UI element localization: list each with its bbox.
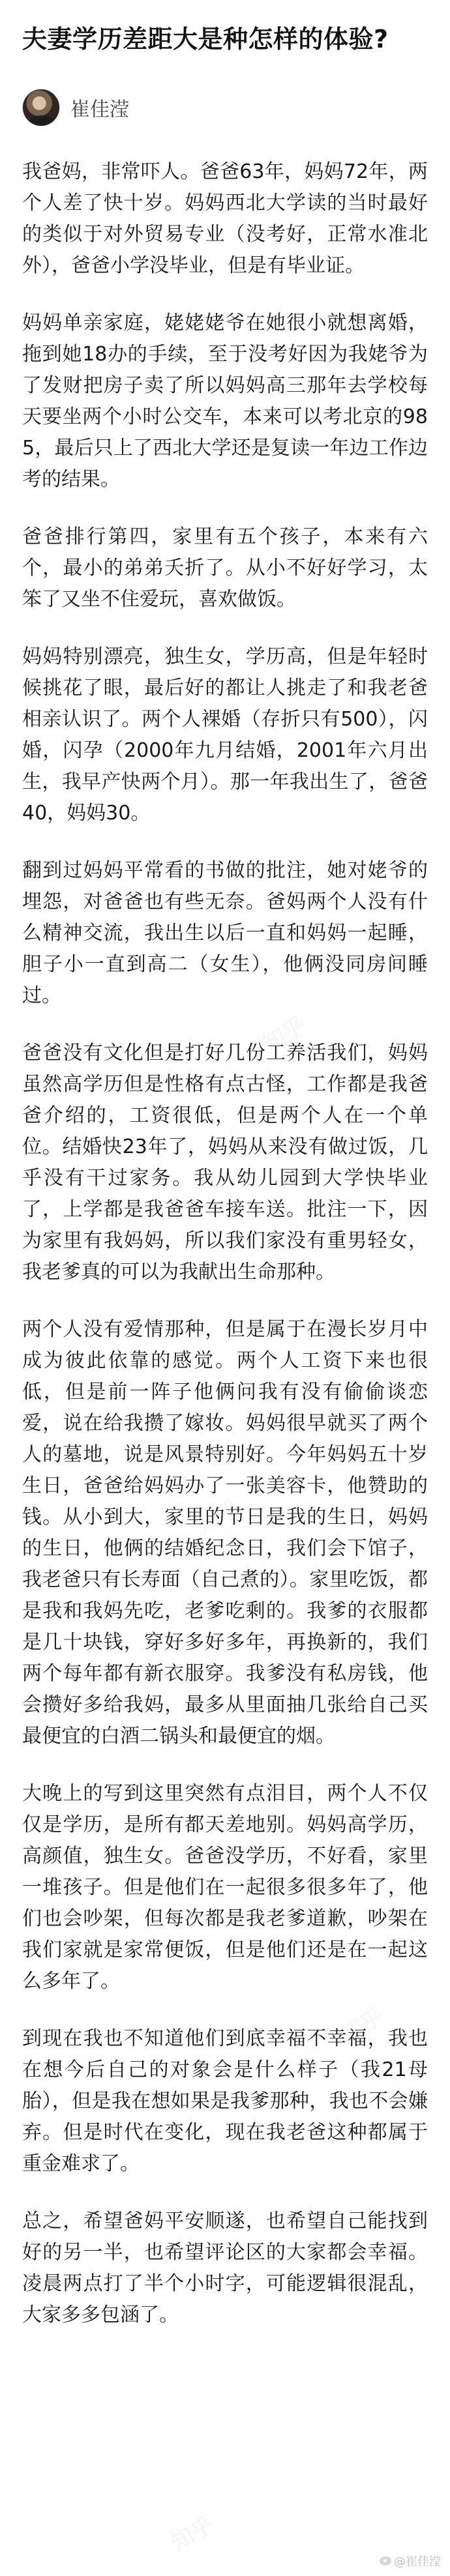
answer-paragraph: 妈妈特别漂亮，独生女，学历高，但是年轻时候挑花了眼，最后好的都让人挑走了和我老爸相亲认识了。两个人裸婚（存折只有500），闪婚，闪孕（2000年九月结婚，2001年六月出生，我早产快两个月）。那一年我出生了，爸爸40，妈妈30。 <box>22 645 428 825</box>
answer-body <box>22 156 428 2357</box>
source-watermark-text: @崔佳滢 <box>394 2555 441 2569</box>
watermark-text <box>164 2508 218 2556</box>
author-row[interactable] <box>22 89 129 126</box>
source-watermark <box>380 2553 441 2569</box>
answer-paragraph: 到现在我也不知道他们到底幸福不幸福，我也在想今后自己的对象会是什么样子（我21母胎），但是我在想如果是我爹那种，我也不会嫌弃。但是时代在变化，现在我老爸这种都属于重金难求了。 <box>22 2027 428 2175</box>
answer-paragraph: 爸爸排行第四，家里有五个孩子，本来有六个，最小的弟弟夭折了。从小不好好学习，太笨了又坐不住爱玩，喜欢做饭。 <box>22 525 428 611</box>
author-name[interactable]: 崔佳滢 <box>70 98 129 121</box>
author-avatar[interactable] <box>22 89 60 126</box>
answer-paragraph: 大晚上的写到这里突然有点泪目，两个人不仅仅是学历，是所有都天差地别。妈妈高学历，高颜值，独生女。爸爸没学历，不好看，家里一堆孩子。但是他们在一起很多很多年了，他们也会吵架，但每次都是我老爹道歉，吵架在我们家就是家常便饭，但是他们还是在一起这么多年了。 <box>22 1782 428 1993</box>
answer-paragraph: 我爸妈，非常吓人。爸爸63年，妈妈72年，两个人差了快十岁。妈妈西北大学读的当时最好的类似于对外贸易专业（没考好，正常水准北外），爸爸小学没毕业，但是有毕业证。 <box>22 160 428 277</box>
answer-paragraph: 两个人没有爱情那种，但是属于在漫长岁月中成为彼此依靠的感觉。两个人工资下来也很低，但是前一阵子他俩问我有没有偷偷谈恋爱，说在给我攒了嫁妆。妈妈很早就买了两个人的墓地，说是风景特别好。今年妈妈五十岁生日，爸爸给妈妈办了一张美容卡，他赞助的钱。从小到大，家里的节日是我的生日，妈妈的生日，他俩的结婚纪念日，我们会下馆子，我老爸只有长寿面（自己煮的）。家里吃饭，都是我和我妈先吃，老爹吃剩的。我爹的衣服都是几十块钱，穿好多好多年，再换新的，我们两个每年都有新衣服穿。我爹没有私房钱，他会攒好多给我妈，最多从里面抽几张给自己买最便宜的白酒二锅头和最便宜的烟。 <box>22 1318 428 1748</box>
answer-paragraph: 妈妈单亲家庭，姥姥姥爷在她很小就想离婚，拖到她18办的手续，至于没考好因为我姥爷为了发财把房子卖了所以妈妈高三那年去学校每天要坐两个小时公交车，本来可以考北京的985，最后只上了西北大学还是复读一年边工作边考的结果。 <box>22 312 428 491</box>
answer-paragraph: 总之，希望爸妈平安顺遂，也希望自己能找到好的另一半，也希望评论区的大家都会幸福。凌晨两点打了半个小时字，可能逻辑很混乱，大家多多包涵了。 <box>22 2210 428 2326</box>
weibo-icon <box>380 2556 391 2566</box>
question-title[interactable]: 夫妻学历差距大是种怎样的体验? <box>22 25 389 53</box>
answer-paragraph: 翻到过妈妈平常看的书做的批注，她对姥爷的埋怨，对爸爸也有些无奈。爸妈两个人没有什么精神交流，我出生以后一直和妈妈一起睡，胆子小一直到高二（女生），他俩没同房间睡过。 <box>22 859 428 1007</box>
answer-paragraph: 爸爸没有文化但是打好几份工养活我们，妈妈虽然高学历但是性格有点古怪，工作都是我爸爸介绍的，工资很低，但是两个人在一个单位。结婚快23年了，妈妈从来没有做过饭，几乎没有干过家务。我从幼儿园到大学快毕业了，上学都是我爸爸车接车送。批注一下，因为家里有我妈妈，所以我们家没有重男轻女，我老爹真的可以为我献出生命那种。 <box>22 1042 428 1283</box>
avatar-figure <box>28 115 55 126</box>
